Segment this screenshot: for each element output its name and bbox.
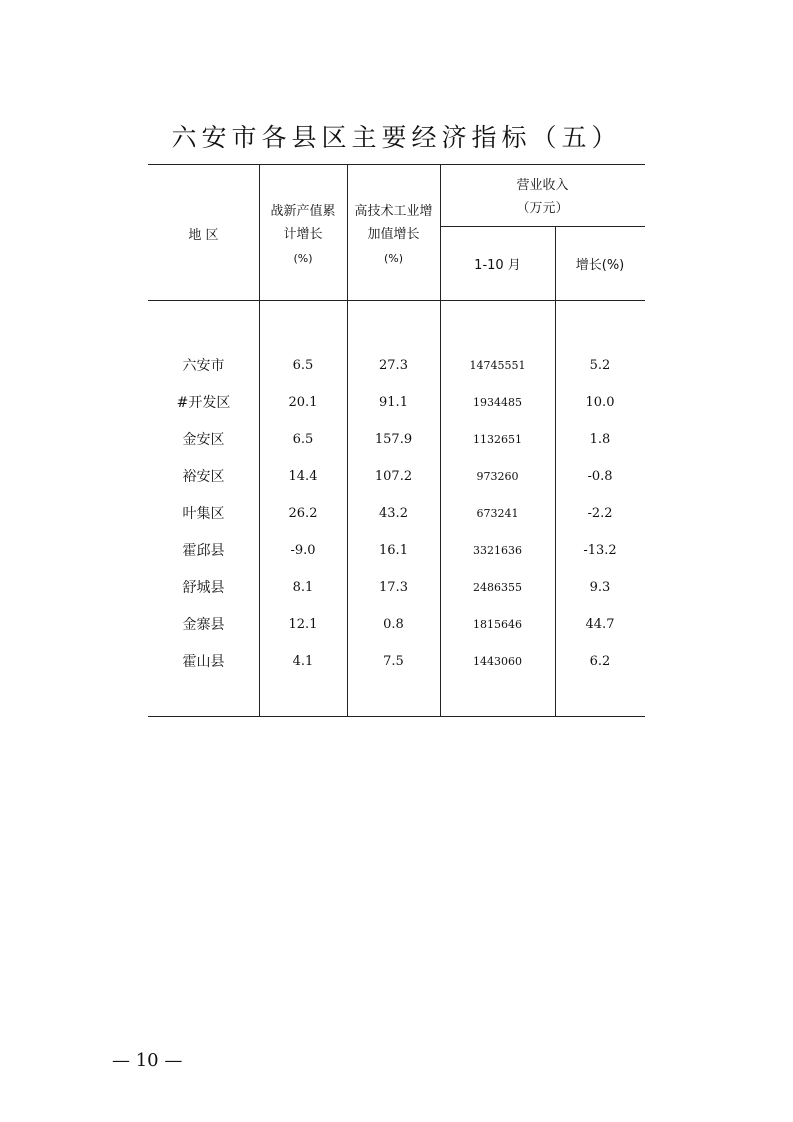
page-number: — 10 — [112,1050,183,1071]
header-revenue-growth: 增长(%) [575,258,625,273]
revenue-growth-cell: 44.7 [585,617,615,632]
strategic-output-growth-cell: 6.5 [292,358,314,373]
header-bottom-rule [148,300,645,301]
revenue-growth-cell: 6.2 [589,654,611,669]
table-row [148,430,645,467]
header-col2-unit: (%) [383,252,404,265]
revenue-growth-cell: -2.2 [587,506,613,521]
header-col2-line2: 加值增长 [367,227,420,242]
strategic-output-growth-cell: -9.0 [290,543,316,558]
strategic-output-growth-cell: 14.4 [288,469,318,484]
revenue-cell: 1815646 [473,618,522,631]
header-revenue: 营业收入 [516,178,569,193]
revenue-cell: 673241 [476,507,519,520]
revenue-growth-cell: -13.2 [583,543,617,558]
region-cell: 金寨县 [182,617,225,633]
table-row [148,467,645,504]
hightech-value-growth-cell: 107.2 [374,469,413,484]
region-cell: #开发区 [176,395,231,411]
revenue-growth-cell: -0.8 [587,469,613,484]
hightech-value-growth-cell: 17.3 [379,580,408,595]
strategic-output-growth-cell: 20.1 [288,395,318,410]
economic-indicators-table [148,164,645,717]
strategic-output-growth-cell: 12.1 [288,617,318,632]
revenue-cell: 2486355 [473,581,522,594]
hightech-value-growth-cell: 7.5 [383,654,404,669]
strategic-output-growth-cell: 4.1 [292,654,314,669]
revenue-cell: 14745551 [469,359,526,372]
table-row [148,615,645,652]
region-cell: 霍山县 [182,654,225,670]
header-col1-line1: 战新产值累 [270,204,336,219]
hightech-value-growth-cell: 43.2 [379,506,408,521]
page-title: 六安市各县区主要经济指标（五） [171,123,622,152]
strategic-output-growth-cell: 6.5 [292,432,314,447]
header-col2-line1: 高技术工业增 [354,204,433,219]
table-row [148,356,645,393]
hightech-value-growth-cell: 157.9 [374,432,413,447]
region-cell: 金安区 [182,432,225,448]
revenue-cell: 1934485 [473,396,522,409]
revenue-cell: 1443060 [473,655,522,668]
table-row [148,393,645,430]
revenue-growth-cell: 1.8 [589,432,611,447]
header-col1-unit: (%) [293,252,313,265]
table-row [148,541,645,578]
header-col1-line2: 计增长 [283,227,323,242]
header-revenue-jan-oct: 1-10 月 [474,258,521,273]
revenue-growth-cell: 9.3 [589,580,611,595]
revenue-growth-cell: 5.2 [589,358,611,373]
table-row [148,652,645,689]
region-cell: 裕安区 [182,469,225,485]
header-revenue-unit: （万元） [516,201,569,216]
header-subdivider [440,226,645,227]
revenue-growth-cell: 10.0 [585,395,615,410]
hightech-value-growth-cell: 0.8 [383,617,404,632]
table-row [148,504,645,541]
hightech-value-growth-cell: 27.3 [379,358,408,373]
region-cell: 舒城县 [182,580,225,596]
revenue-cell: 1132651 [473,433,522,446]
region-cell: 六安市 [182,358,225,374]
region-cell: 霍邱县 [182,543,225,559]
table-row [148,578,645,615]
revenue-cell: 973260 [476,470,519,483]
strategic-output-growth-cell: 26.2 [288,506,318,521]
revenue-cell: 3321636 [473,544,522,557]
strategic-output-growth-cell: 8.1 [292,580,314,595]
header-region: 地 区 [188,228,219,243]
region-cell: 叶集区 [182,506,225,522]
hightech-value-growth-cell: 16.1 [379,543,408,558]
hightech-value-growth-cell: 91.1 [379,395,408,410]
